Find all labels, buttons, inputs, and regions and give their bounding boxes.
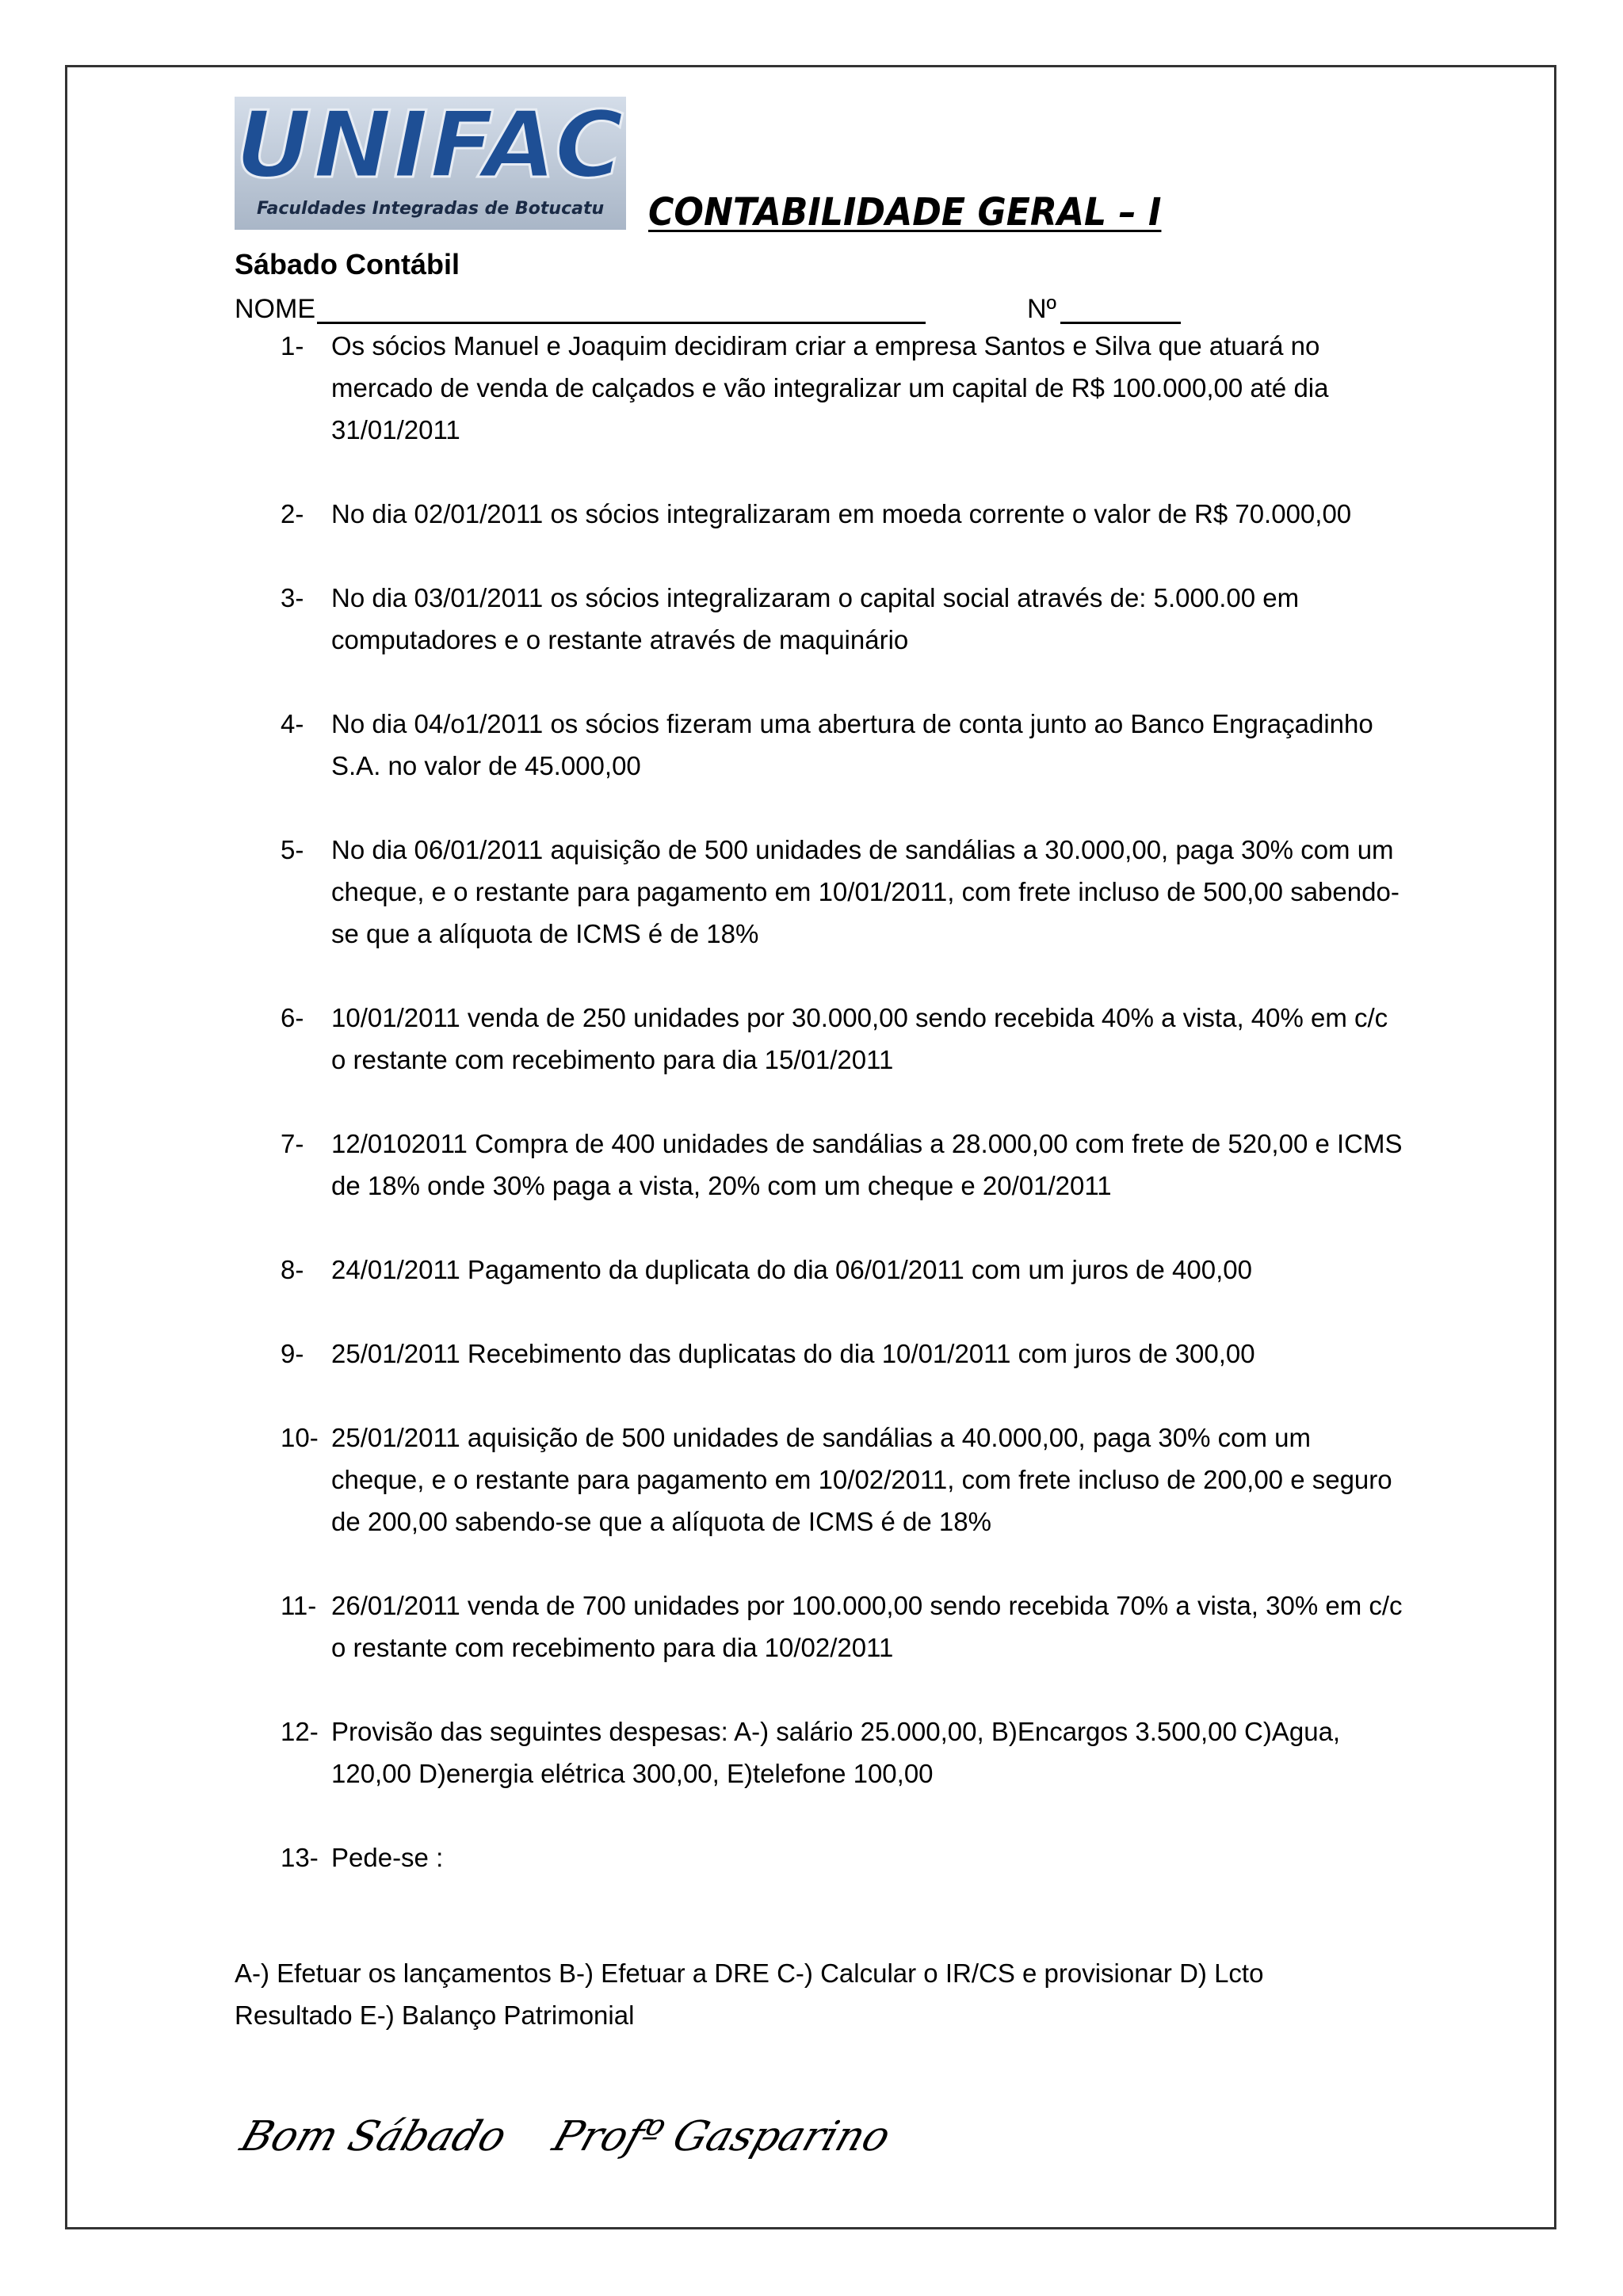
item-text: No dia 03/01/2011 os sócios integralizaram o capital social através de: 5.000.00 em computadores e o restante através de maquinário [331, 583, 1300, 654]
signature-greeting: Bom Sábado [235, 2113, 513, 2161]
number-field-line[interactable] [1060, 292, 1181, 324]
item-number: 8- [281, 1255, 304, 1284]
list-item [281, 1836, 1406, 1878]
list-item [281, 997, 1406, 1081]
list-item [281, 1249, 1406, 1291]
unifac-logo [235, 97, 626, 230]
item-text: 26/01/2011 venda de 700 unidades por 100.000,00 sendo recebida 70% a vista, 30% em c/c o restante com recebimento para dia 10/02/2011 [331, 1591, 1403, 1662]
list-item [281, 577, 1406, 661]
item-number: 13- [281, 1843, 319, 1872]
item-text: 10/01/2011 venda de 250 unidades por 30.000,00 sendo recebida 40% a vista, 40% em c/c o restante com recebimento para dia 15/01/2011 [331, 1003, 1388, 1074]
item-number: 10- [281, 1423, 319, 1452]
list-item [281, 1417, 1406, 1543]
item-number: 11- [281, 1591, 317, 1620]
document-subtitle: Sábado Contábil [235, 248, 460, 280]
item-number: 1- [281, 331, 304, 360]
name-label: NOME [235, 294, 315, 324]
name-number-row [235, 292, 1201, 326]
document-title: CONTABILIDADE GERAL – I [648, 190, 1162, 235]
name-field-line[interactable] [317, 292, 926, 324]
item-number: 12- [281, 1717, 319, 1746]
list-item [281, 1585, 1406, 1669]
item-text: Os sócios Manuel e Joaquim decidiram criar a empresa Santos e Silva que atuará no mercado de venda de calçados e vão integralizar um capital de R$ 100.000,00 até dia 31/01/2011 [331, 331, 1329, 444]
number-label: Nº [1027, 294, 1056, 324]
item-text: No dia 02/01/2011 os sócios integralizaram em moeda corrente o valor de R$ 70.000,00 [331, 499, 1352, 528]
item-text: 12/0102011 Compra de 400 unidades de sandálias a 28.000,00 com frete de 520,00 e ICMS de 18% onde 30% paga a vista, 20% com um cheque e 20/01/2011 [331, 1129, 1403, 1200]
list-item [281, 493, 1406, 535]
list-item [281, 325, 1406, 451]
list-item [281, 1711, 1406, 1794]
item-number: 5- [281, 835, 304, 864]
item-number: 7- [281, 1129, 304, 1158]
item-text: Pede-se : [331, 1843, 444, 1872]
item-number: 3- [281, 583, 304, 612]
list-item [281, 1333, 1406, 1375]
item-text: 24/01/2011 Pagamento da duplicata do dia 06/01/2011 com um juros de 400,00 [331, 1255, 1252, 1284]
item-text: 25/01/2011 Recebimento das duplicatas do dia 10/01/2011 com juros de 300,00 [331, 1339, 1255, 1368]
item-number: 2- [281, 499, 304, 528]
item-text: Provisão das seguintes despesas: A-) salário 25.000,00, B)Encargos 3.500,00 C)Agua, 120,00 D)energia elétrica 300,00, E)telefone 100,00 [331, 1717, 1341, 1788]
item-text: No dia 06/01/2011 aquisição de 500 unidades de sandálias a 30.000,00, paga 30% com um cheque, e o restante para pagamento em 10/01/2011, com frete incluso de 500,00 sabendo-se que a alíquota de ICMS é de 18% [331, 835, 1400, 948]
item-number: 4- [281, 709, 304, 738]
exercise-list [281, 325, 1406, 1920]
list-item [281, 1123, 1406, 1207]
item-number: 6- [281, 1003, 304, 1032]
list-item [281, 703, 1406, 787]
item-number: 9- [281, 1339, 304, 1368]
tasks-paragraph: A-) Efetuar os lançamentos B-) Efetuar a DRE C-) Calcular o IR/CS e provisionar D) Lcto Resultado E-) Balanço Patrimonial [235, 1958, 1264, 2030]
list-item [281, 829, 1406, 955]
signature-professor: Profº Gasparino [547, 2113, 896, 2161]
logo-subtitle: Faculdades Integradas de Botucatu [257, 199, 605, 219]
item-text: No dia 04/o1/2011 os sócios fizeram uma abertura de conta junto ao Banco Engraçadinho S.A. no valor de 45.000,00 [331, 709, 1373, 780]
item-text: 25/01/2011 aquisição de 500 unidades de sandálias a 40.000,00, paga 30% com um cheque, e o restante para pagamento em 10/02/2011, com frete incluso de 200,00 e seguro de 200,00 sabendo-se que a alíquota de ICMS é de 18% [331, 1423, 1392, 1536]
logo-wordmark: UNIFAC [235, 97, 625, 199]
